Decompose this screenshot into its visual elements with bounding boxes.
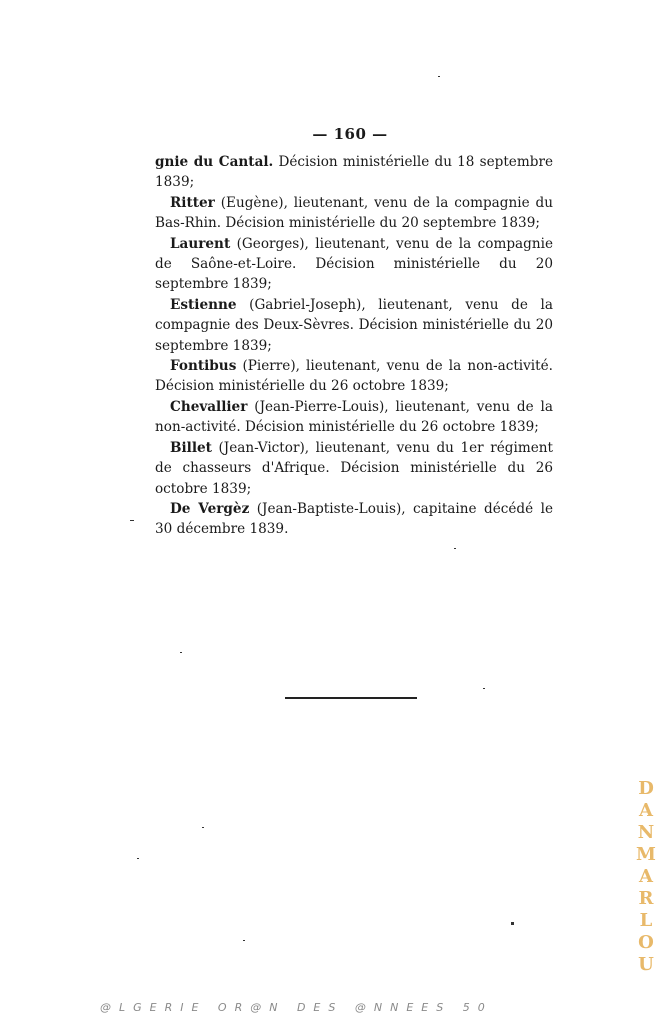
print-speck: [454, 548, 456, 549]
paragraph-text: Décision ministérielle du 18 septembre 1839;: [155, 154, 553, 191]
print-speck: [438, 76, 440, 77]
paragraph-lead: Fontibus: [170, 358, 237, 375]
print-speck: [511, 922, 514, 925]
paragraph: [155, 438, 553, 499]
print-speck: [137, 858, 139, 859]
paragraph-lead: Chevallier: [170, 398, 248, 415]
paragraph-text: (Jean-Pierre-Louis), lieutenant, venu de la non-activité. Décision ministérielle du 26 octobre 1839;: [155, 398, 553, 436]
paragraph-text: (Pierre), lieutenant, venu de la non-activité. Décision ministérielle du 26 octobre 1839;: [155, 358, 553, 395]
paragraph: [155, 193, 553, 234]
paragraph: [155, 234, 553, 295]
paragraph-text: (Jean-Victor), lieutenant, venu du 1er régiment de chasseurs d'Afrique. Décision ministérielle du 26 octobre 1839;: [155, 439, 553, 497]
paragraph-lead: Billet: [170, 439, 212, 456]
paragraph-text: (Gabriel-Joseph), lieutenant, venu de la compagnie des Deux-Sèvres. Décision ministérielle du 20 septembre 1839;: [155, 296, 553, 354]
paragraph: [155, 295, 553, 356]
paragraph-lead: Laurent: [170, 235, 231, 252]
paragraph-text: (Eugène), lieutenant, venu de la compagnie du Bas-Rhin. Décision ministérielle du 20 septembre 1839;: [155, 194, 553, 232]
paragraph-lead: De Vergèz: [170, 500, 250, 517]
paragraph: [155, 397, 553, 438]
paragraph-lead: Estienne: [170, 296, 237, 313]
section-divider: [285, 697, 417, 699]
paragraph-text: (Jean-Baptiste-Louis), capitaine décédé le 30 décembre 1839.: [155, 500, 553, 538]
watermark: DANMARLOU: [636, 778, 656, 975]
print-speck: [130, 520, 134, 521]
print-speck: [243, 940, 245, 941]
footer-caption: @LGERIE OR@N DES @NNEES 50: [100, 1001, 493, 1014]
page-number: — 160 —: [312, 125, 388, 143]
paragraph: [155, 152, 553, 193]
paragraph-lead: Ritter: [170, 194, 215, 211]
paragraph-text: (Georges), lieutenant, venu de la compagnie de Saône-et-Loire. Décision ministérielle du 20 septembre 1839;: [155, 235, 553, 293]
print-speck: [483, 688, 485, 689]
paragraph-lead: gnie du Cantal.: [155, 154, 274, 170]
body-text: [155, 152, 553, 540]
print-speck: [180, 652, 182, 653]
print-speck: [202, 827, 204, 828]
paragraph: [155, 356, 553, 397]
paragraph: [155, 499, 553, 540]
